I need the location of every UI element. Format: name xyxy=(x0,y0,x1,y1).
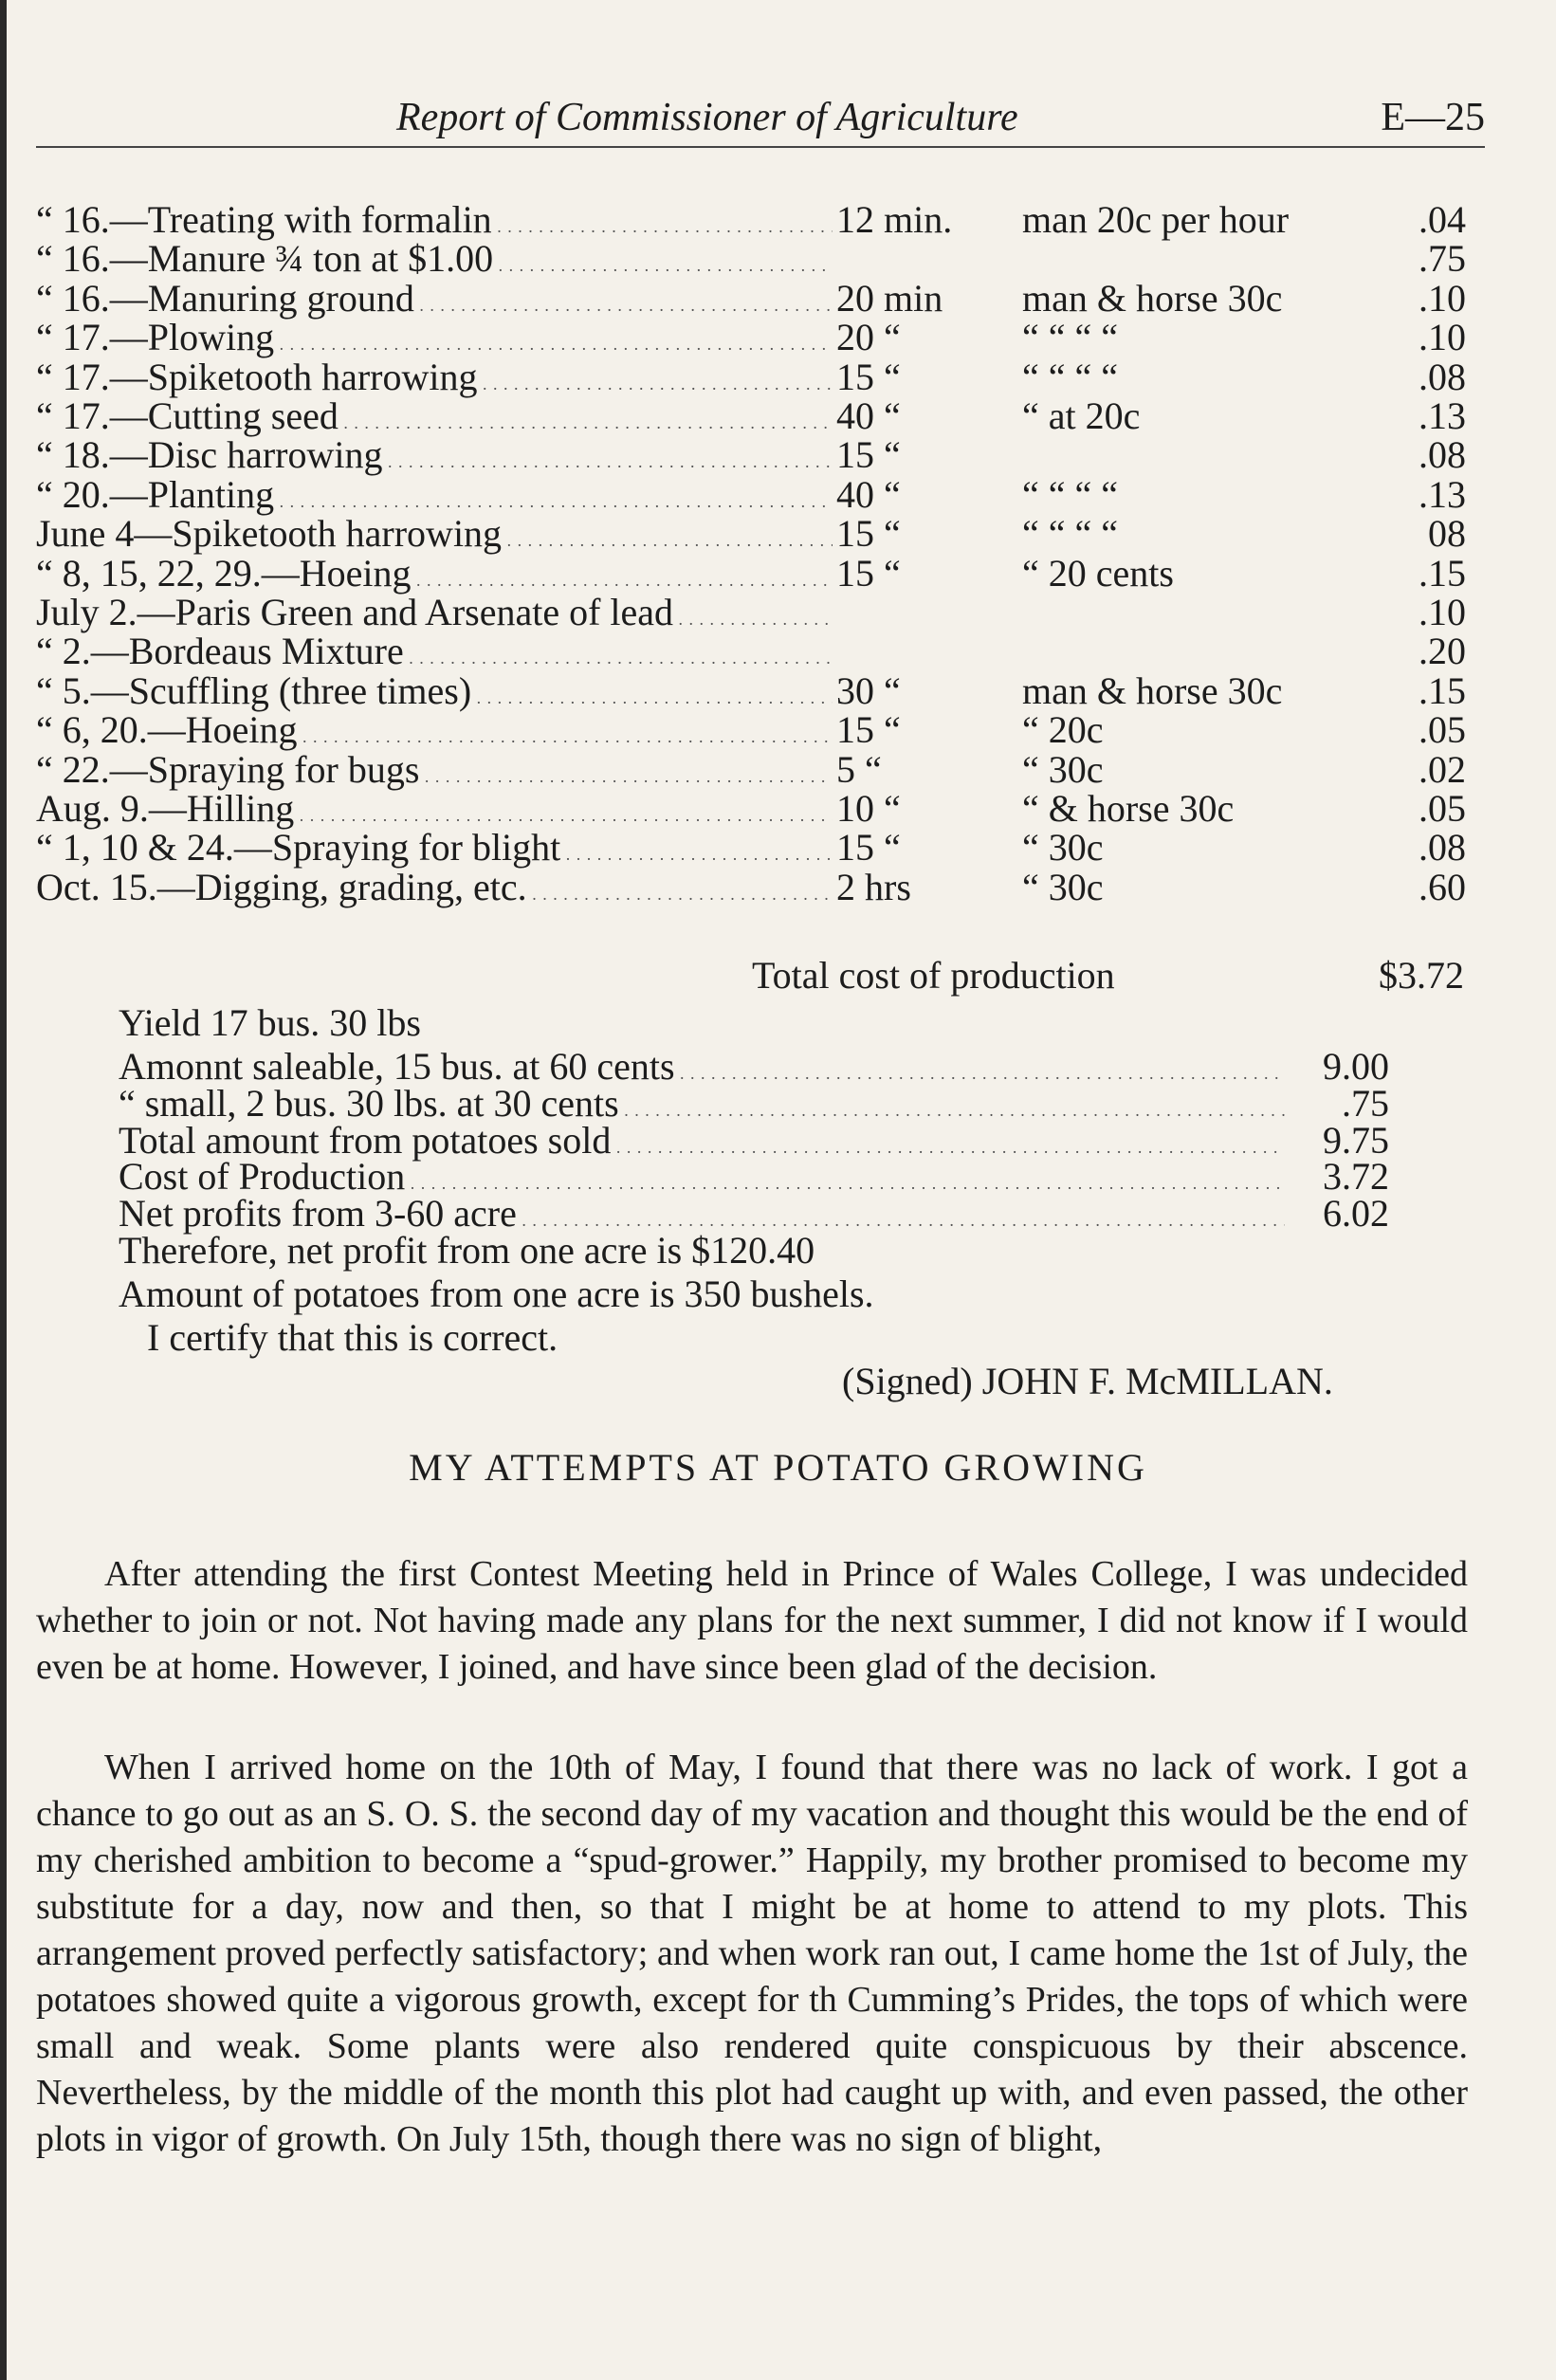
cost-time: 2 hrs xyxy=(836,865,911,908)
summary-amount: 6.02 xyxy=(1323,1192,1389,1236)
total-cost-value: $3.72 xyxy=(1379,954,1464,997)
total-cost-row xyxy=(36,952,1485,999)
cost-time: 15 “ xyxy=(836,708,901,752)
cost-time: 40 “ xyxy=(836,394,901,437)
cost-item-label: “ 5.—Scuffling (three times) . . . xyxy=(36,668,833,714)
cost-labor: “ 30c xyxy=(1022,826,1104,870)
cost-amount: .20 xyxy=(1419,630,1466,673)
cost-item-label: “ 8, 15, 22, 29.—Hoeing . . . xyxy=(36,551,833,596)
cost-amount: 08 xyxy=(1428,512,1466,556)
cost-time: 20 “ xyxy=(836,316,901,359)
cost-time: 15 “ xyxy=(836,551,901,595)
cost-time: 15 “ xyxy=(836,512,901,556)
cost-item-label: “ 1, 10 & 24.—Spraying for blight . . . xyxy=(36,825,833,870)
cost-labor: “ 20c xyxy=(1022,708,1104,752)
cost-amount: .08 xyxy=(1419,433,1466,477)
yield-per-acre: Amount of potatoes from one acre is 350 bushels. xyxy=(119,1272,874,1315)
summary-label: Net profits from 3-60 acre . . . xyxy=(119,1192,1285,1236)
cost-amount: .60 xyxy=(1419,865,1466,908)
cost-amount: .04 xyxy=(1419,198,1466,241)
paragraph: When I arrived home on the 10th of May, I found that there was no lack of work. I got a chance to go out as an S. O. S. the second day of my vacation and thought this would be the end of my cherished ambition to become a “spud-grower.” Happily, my brother promised to become my substitute for a day, now and then, so that I might be at home to attend to my plots. This arrangement proved perfectly satisfactory; and when work ran out, I came home the 1st of July, the potatoes showed quite a vigorous growth, except for th Cumming’s Prides, the tops of which were small and weak. Some plants were also rendered quite conspicuous by their abscence. Nevertheless, by the middle of the month this plot had caught up with, and even passed, the other plots in vigor of growth. On July 15th, though there was no sign of blight, xyxy=(36,1748,1468,2159)
cost-labor: “ 30c xyxy=(1022,747,1104,791)
summary-label: Cost of Production . . . xyxy=(119,1155,1285,1199)
certification-line: I certify that this is correct. xyxy=(147,1316,558,1359)
cost-time: 12 min. xyxy=(836,198,953,241)
cost-labor: “ 30c xyxy=(1022,865,1104,908)
signature-line: (Signed) JOHN F. McMILLAN. xyxy=(842,1360,1333,1402)
summary-amount: .75 xyxy=(1342,1081,1389,1125)
total-cost-label: Total cost of production xyxy=(752,954,1115,997)
cost-amount: .10 xyxy=(1419,316,1466,359)
cost-labor: “ “ “ “ xyxy=(1022,472,1119,516)
summary-label: Total amount from potatoes sold . . . xyxy=(119,1119,1285,1163)
cost-item-label: “ 17.—Spiketooth harrowing . . . xyxy=(36,355,833,400)
cost-item-label: “ 6, 20.—Hoeing . . . xyxy=(36,707,833,753)
cost-item-label: “ 16.—Manure ¾ ton at $1.00 . . . xyxy=(36,236,833,282)
cost-amount: .13 xyxy=(1419,472,1466,516)
cost-labor: “ “ “ “ xyxy=(1022,355,1119,398)
cost-labor: man & horse 30c xyxy=(1022,668,1283,712)
cost-amount: .15 xyxy=(1419,668,1466,712)
cost-amount: .10 xyxy=(1419,276,1466,320)
cost-labor: “ 20 cents xyxy=(1022,551,1174,595)
cost-time: 5 “ xyxy=(836,747,882,791)
section-title: MY ATTEMPTS AT POTATO GROWING xyxy=(409,1446,1147,1489)
running-title: Report of Commissioner of Agriculture xyxy=(396,96,1018,139)
page-number: E—25 xyxy=(1381,96,1485,139)
cost-item-label: “ 17.—Plowing . . . xyxy=(36,315,833,360)
cost-time: 20 min xyxy=(836,276,943,320)
cost-labor: man & horse 30c xyxy=(1022,276,1283,320)
header-rule xyxy=(36,146,1485,148)
cost-item-label: “ 17.—Cutting seed . . . xyxy=(36,394,833,439)
paragraph: After attending the first Contest Meeting held in Prince of Wales College, I was undecided whether to join or not. Not having made any plans for the next summer, I did not know if I would even be at home. However, I joined, and have since been glad of the decision. xyxy=(36,1554,1468,1687)
page-edge-shadow xyxy=(0,0,7,2380)
summary-amount: 9.00 xyxy=(1323,1045,1389,1088)
cost-item-label: “ 22.—Spraying for bugs . . . xyxy=(36,747,833,793)
cost-labor: “ “ “ “ xyxy=(1022,316,1119,359)
cost-amount: .02 xyxy=(1419,747,1466,791)
cost-amount: .13 xyxy=(1419,394,1466,437)
summary-amount: 3.72 xyxy=(1323,1155,1389,1199)
cost-time: 10 “ xyxy=(836,787,901,830)
cost-amount: .05 xyxy=(1419,787,1466,830)
summary-label: Amonnt saleable, 15 bus. at 60 cents . . . xyxy=(119,1045,1285,1089)
cost-labor: “ at 20c xyxy=(1022,394,1141,437)
cost-time: 15 “ xyxy=(836,433,901,477)
cost-time: 30 “ xyxy=(836,668,901,712)
cost-time: 40 “ xyxy=(836,472,901,516)
cost-amount: .08 xyxy=(1419,355,1466,398)
cost-item-label: Aug. 9.—Hilling . . . xyxy=(36,786,833,832)
cost-amount: .08 xyxy=(1419,826,1466,870)
cost-item xyxy=(36,865,833,910)
cost-item-label: “ 2.—Bordeaus Mixture . . . xyxy=(36,629,833,674)
cost-item-label: June 4—Spiketooth harrowing . . . xyxy=(36,511,833,557)
net-profit-per-acre: Therefore, net profit from one acre is $120.40 xyxy=(119,1229,815,1272)
cost-amount: .75 xyxy=(1419,237,1466,281)
summary-label: “ small, 2 bus. 30 lbs. at 30 cents . . . xyxy=(119,1082,1285,1126)
yield-line: Yield 17 bus. 30 lbs xyxy=(119,1001,421,1044)
cost-item-label: “ 20.—Planting . . . xyxy=(36,472,833,518)
cost-amount: .10 xyxy=(1419,591,1466,633)
cost-item-label: “ 16.—Manuring ground . . . xyxy=(36,276,833,321)
cost-item-label: “ 16.—Treating with formalin . . . xyxy=(36,197,833,243)
cost-amount: .05 xyxy=(1419,708,1466,752)
cost-time: 15 “ xyxy=(836,355,901,398)
cost-item-label: “ 18.—Disc harrowing . . . xyxy=(36,432,833,478)
cost-amount: .15 xyxy=(1419,551,1466,595)
cost-labor: “ “ “ “ xyxy=(1022,512,1119,556)
cost-labor: “ & horse 30c xyxy=(1022,787,1235,830)
summary-amount: 9.75 xyxy=(1323,1118,1389,1162)
cost-item-label: July 2.—Paris Green and Arsenate of lead . . . xyxy=(36,590,833,635)
page-header xyxy=(36,95,1485,142)
cost-item-label: Oct. 15.—Digging, grading, etc. . . . xyxy=(36,865,833,910)
cost-labor: man 20c per hour xyxy=(1022,198,1290,241)
cost-time: 15 “ xyxy=(836,826,901,870)
